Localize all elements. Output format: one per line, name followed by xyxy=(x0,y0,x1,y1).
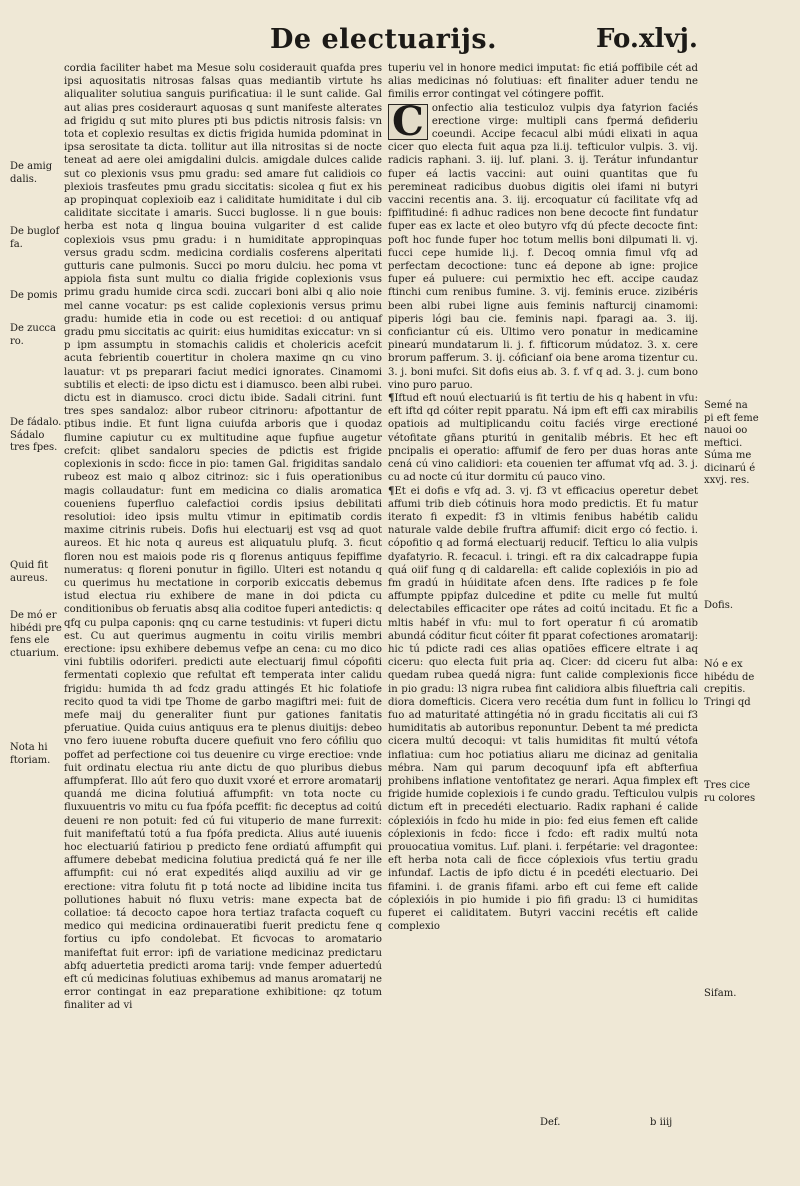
paragraph-confectio xyxy=(388,97,698,392)
text-column-left xyxy=(64,62,382,1013)
paragraph-istud xyxy=(388,392,698,484)
pilcrow-icon: ¶ xyxy=(388,485,395,497)
paragraph-dosis-text: Et ei dofis e vfq ad. 3. vj. f3 vt efficacius operetur debet affumi trib dieb cótinuis hora modo predictis. Et fu matur iterato fi expedit: f3 in vltimis fenibus habétib calidu naturale valde debile fruftra affumif: dicit ergo có fectio. i. cópofitio q ad formá electuarij reducif. Tefticu lo alia vulpis dyafatyrio. R. fecacul. i. tringi. eft ra dix calcadrappe fupia quá oiif fung q di caldarella: eft calide coplexióis in pio ad fm gradú in húiditate afcen dens. Ifte radices p fe fole affumpte ppipfaz dulcedine et pdite cu melle fut multú delectabiles efficaciter ope rátes ad coitú incitadu. Et fic a mltis habéf in vfu: mul to fort operatur fi cú aromatib abundá códitur ficut cóiter fit pparat cofectiones aromatarij: hic tú pdicte radi ces alias opatiões efficere eltrate i aq ciceru: quo electa fuit pria aq. Cicer: dd ciceru fut alba: quedam rubea quedá nigra: funt calide complexionis ficce in pio gradu: l3 nigra rubea fint calidiora albis filueftria cali diora domefticis. Cicera vero recétia dum funt in follicu lo fuo ad maturitaté attingétia nó in gradu ficcitatis ali cui f3 humiditatis ab autoribus reponuntur. Debent ta mé predicta cicera multú decoqui: vt talis humiditas fit multú vétofa inflatiua: cum hoc potiatius aliaru me dicinaz ad genitalia mébra. Nam qui parum decoquunf ipfa eft abfterfiua prohibens inflatione ventofitatez ge nerari. Aqua fimplex eft frigide humide coplexiois i fe cundo gradu. Tefticulou vulpis dictum eft in precedéti electuario. Radix raphani é calide cóplexióis in fcdo hu mide in pio: fed eius femen eft calide cóplexionis in fcdo: ficce i fcdo: eft radix multú nota prouocatiua vomitus. Luf. plani. i. ferpétarie: vel dragontee: eft herba nota cali de ficce cóplexiois vfus tertiu gradu infundaf. Lactis de ipfo dictu é in pcedéti electuario. Dei fifamini. i. de granis fifami. arbo eft cui feme eft calide cóplexióis in pio humide i pio fifi gradu: l3 ci humiditas fuperet ei caliditatem. Butyri vaccini recétis eft calide complexio xyxy=(388,485,698,933)
margin-note-right-1: Dofis. xyxy=(704,600,734,611)
paragraph-istud-text: Iftud eft nouú electuariú is fit tertiu de his q habent in vfu: eft iftd qd cóiter repit pparatu. Ná ipm eft effi cax mirabilis opatiois ad multiplicandu coitu faciés virge erectioné vétofitate gñans pturitú in genitalib mébris. Et hec eft pncipalis ei operatio: affumif de fero per duas horas ante cená cú vino calidiori: eta couenien ter affumat vfq ad. 3. j. cu ad nocte cú itur dormitu cú pauco vino. xyxy=(388,393,698,484)
margin-note-left-1: De buglof fa. xyxy=(10,226,60,250)
paragraph-right-intro: tuperiu vel in honore medici imputat: fic etiá poffibile cét ad alias medicinas nó folutiuas: eft finaliter aduer tendu ne fimilis error contingat vel cótingere poffit. xyxy=(388,63,698,101)
margin-note-left-7: Nota hi ftoriam. xyxy=(10,742,51,766)
margin-note-left-0: De amig dalis. xyxy=(10,161,53,185)
page-title: De electuarijs. xyxy=(270,24,497,55)
margin-note-right-3: Tres cice ru colores xyxy=(704,780,756,804)
paragraph-left-main: cordia faciliter habet ma Mesue solu cosiderauit quafda pres ipsi aquositatis nitrosas falsas quas mediantib virtute hs aliqualiter solutiua sanguis purificatiua: il le sunt calide. Gal aut alias pres cosideraurt aquosas q sunt manifeste alterates ad frigidu q sut mito plures pti bus pdictis nitrosis falsis: vn tota et coplexio resultas ex dictis frigida humida pdominat in ipsa serositate ta dicta. tollitur aut illa nitrositas si de nocte teneat ad aere olei amigdalini dulcis. amigdale dulces calide sut co plexionis vsus pmu gradu: sed amare fut calidiois co plexiois trasfeutes pmu gradu siccitatis: sicolea q fiut ex his ap propinquat coplexioib eaz i caliditate humiditate i dul cib caliditate siccitate i amaris. Succi buglosse. li n gue bouis: herba est nota q lingua bouina vulgariter d est calide coplexiois vsus pmu gradu: i n humiditate appropinquas versus gradu scdm. medicina cordialis cosferens alperitati gutturis cane pulmonis. Succi po moru dulciu. hec poma vt appiola fista sunt multu co dialia frigide coplexionis vsus primu gradu humide circa scdi. zuccari boni albi q alio noie mel canne vocatur: ps est calide coplexionis versus primu gradu: humide etia in code ou est recetioi: d ou antiquaf gradu pmu siccitatis ac quirit: eius humiditas exiccatur: vn si p ipm assumptu in stomachis calidis et cholericis acefcit acuta febrientib couertitur in cholera maxime qn cu vino lauatur: vt ps preparari faciut medici ignorates. Cinamomi subtilis et electi: de ipso dictu est i diamusco. been albi rubei. dictu est in diamusco. croci dictu ibide. Sadali citrini. funt tres spes sandaloz: albor rubeor citrinoru: afpottantur de ptibus indie. Et funt ligna cuiufda arboris que i quodaz flumine capiutur cu ex multitudine aque fupfiue augetur crefcit: qlibet sandaloru species de pdictis est frigide coplexionis in scdo: ficce in pio: tamen Gal. frigiditas sandalo rubeoz est maio q alboz citrinoz: sic i fuis operationibus magis collaudatur: funt em medicina co dialis aromatica coueniens fuperfluo calefactioi cordis ipsius debilitati resolutioi: ideo ipsis multu vtimur in epitimatib cordis maxime citrinis rubeis. Dofis hui electuarij est vsq ad quot aureos. Et hic nota q aureus est aliquatulu plufq. 3. ficut floren nou est maiois pode ris q florenus antiquus fepiffime numeratus: q floreni ponutur in figillo. Ulteri est notandu q cu querimus hu mectatione in corporib exiccatis debemus istud electua riu exhibere de mane in doi pdicta cu conditionibus ob feruatis absq alia coditoe fuperi antedictis: q qfq cu pulpa caponis: qnq cu carne testudinis: vt fuperi dictu est. Cu aut querimus augmentu in coitu virilis membri erectione: ipsu exhibere debemus vefpe an cena: cu mo dico vini fubtilis odoriferi. predicti aute electuarij fimul cópofiti fermentati coplexio que refultat eft temperata inter calidu frigidu: humida th ad fcdz gradu attingés Et hic folatiofe recito quod ta vidi tpe Thome de garbo magiftri mei: fuit de mefe maij du generaliter fiunt pur gationes fanitatis pferuatiue. Quida cuius antiquus era te plenus diuitijs: debeo vno fero iuuene robufta ducere quefiuit vno fero cófiliu quo poffet ad perfectione coi tus deuenire cu virge erectioe: vnde fuit ordinatu electua riu ante dictu de quo pluribus diebus affumpferat. Illo aút fero quo duxit vxoré et errore aromatarij quandá me dicina folutiuá affumpfit: vn tota nocte cu fluxuuentris vo mitu cu fua fpófa pceffit: fic deceptus ad coitú deueni re non potuit: fed cú fui vituperio de mane furrexit: fuit manifeftatú totú a fua fpófa predicta. Alius auté iuuenis hoc electuariú fatiriou p predicto fene ordiatú affumpfit qui affumere debebat medicina folutiua predictá quá fe ner ille affumpfit: cui nó erat expedités aliqd auxiliu ad vir ge erectione: vitra folutu fit p totá nocte ad libidine incita tus pollutiones habuit nó fluxu vetris: mane expecta bat de collatioe: tá decocto capoe hora tertiaz trafacta coqueft cu medico qui medicina ordinaueratibi fuerit predictu fene q fortius cu ipfo condolebat. Et ficvocas to aromatario manifeftat fuit error: ipfi de variatione medicinaz predictaru abfq aduertetia predicti aroma tarij: vnde femper aduertedú eft cú medicinas folutiuas exhibemus ad manus aromatarij ne error contingat in eaz preparatione exhibitione: qz totum finaliter ad vi xyxy=(64,63,382,1012)
folio-number: Fo.xlvj. xyxy=(596,24,698,54)
margin-note-right-0: Semé na pi eft feme nauoi oo meftici. Súma me dicinarú é xxvj. res. xyxy=(704,400,759,486)
pilcrow-icon: ¶ xyxy=(388,393,395,405)
margin-note-right-4: Sifam. xyxy=(704,988,737,999)
margin-note-left-3: De zucca ro. xyxy=(10,323,56,347)
paragraph-confectio-text: onfectio alia testiculoz vulpis dya fatyrion faciés erectione virge: multipli cans fpermá defideriu coeundi. Accipe fecacul albi múdi elixati in aqua cicer quo electa fuit aqua pza li.ij. tefticulor vulpis. 3. vij. radicis raphani. 3. iij. luf. plani. 3. ij. Terátur infundantur fuper eá lactis vaccini: aut ouini quantitas que fu peremineat radicibus duobus digitis olei ifami ni butyri vaccini recentis ana. 3. iij. ercoquatur cú facilitate vfq ad fpiffitudiné: fi adhuc radices non bene decocte fint fundatur fuper eas ex lacte et oleo butyro vfq dú pfecte decocte fint: poft hoc funde fuper hoc totum mellis boni dilpumati li. vj. fucci cepe humide li.j. f. Decoq omnia fimul vfq ad perfectam decoctione: tunc eá depone ab igne: projice fuper eá puluere: cui permixtio hec eft. accipe caudaz ftinchi cum renibus fumine. 3. vij. feminis eruce. zizibéris been albi rubei ligne auis feminis nafturcij cinamomi: piperis lógi bau cie. feminis napi. fparagi aa. 3. iij. conficiantur cú eis. Ultimo vero ponatur in medicamine pinearú mundatarum li. j. f. fifticorum múdatoz. 3. x. cere brorum pafferum. 3. ij. cóficianf oia bene aroma tizentur cu. 3. j. boni mufci. Sit dofis eius ab. 3. f. vf q ad. 3. j. cum bono vino puro paruo. xyxy=(388,102,698,391)
text-column-right xyxy=(388,62,698,933)
margin-note-left-4: De fádalo. Sádalo tres fpes. xyxy=(10,417,62,453)
signature-mark: Def. xyxy=(540,1117,561,1128)
paragraph-dosis xyxy=(388,485,698,934)
drop-cap-initial: C xyxy=(388,104,428,140)
margin-note-left-6: De mó er hibédi pre fens ele ctuarium. xyxy=(10,610,62,659)
quire-mark: b iiij xyxy=(650,1117,673,1128)
margin-note-left-2: De pomis xyxy=(10,290,58,301)
margin-note-right-2: Nó e ex hibédu de crepitis. Tringi qd xyxy=(704,659,755,708)
margin-note-left-5: Quid fit aureus. xyxy=(10,560,49,584)
